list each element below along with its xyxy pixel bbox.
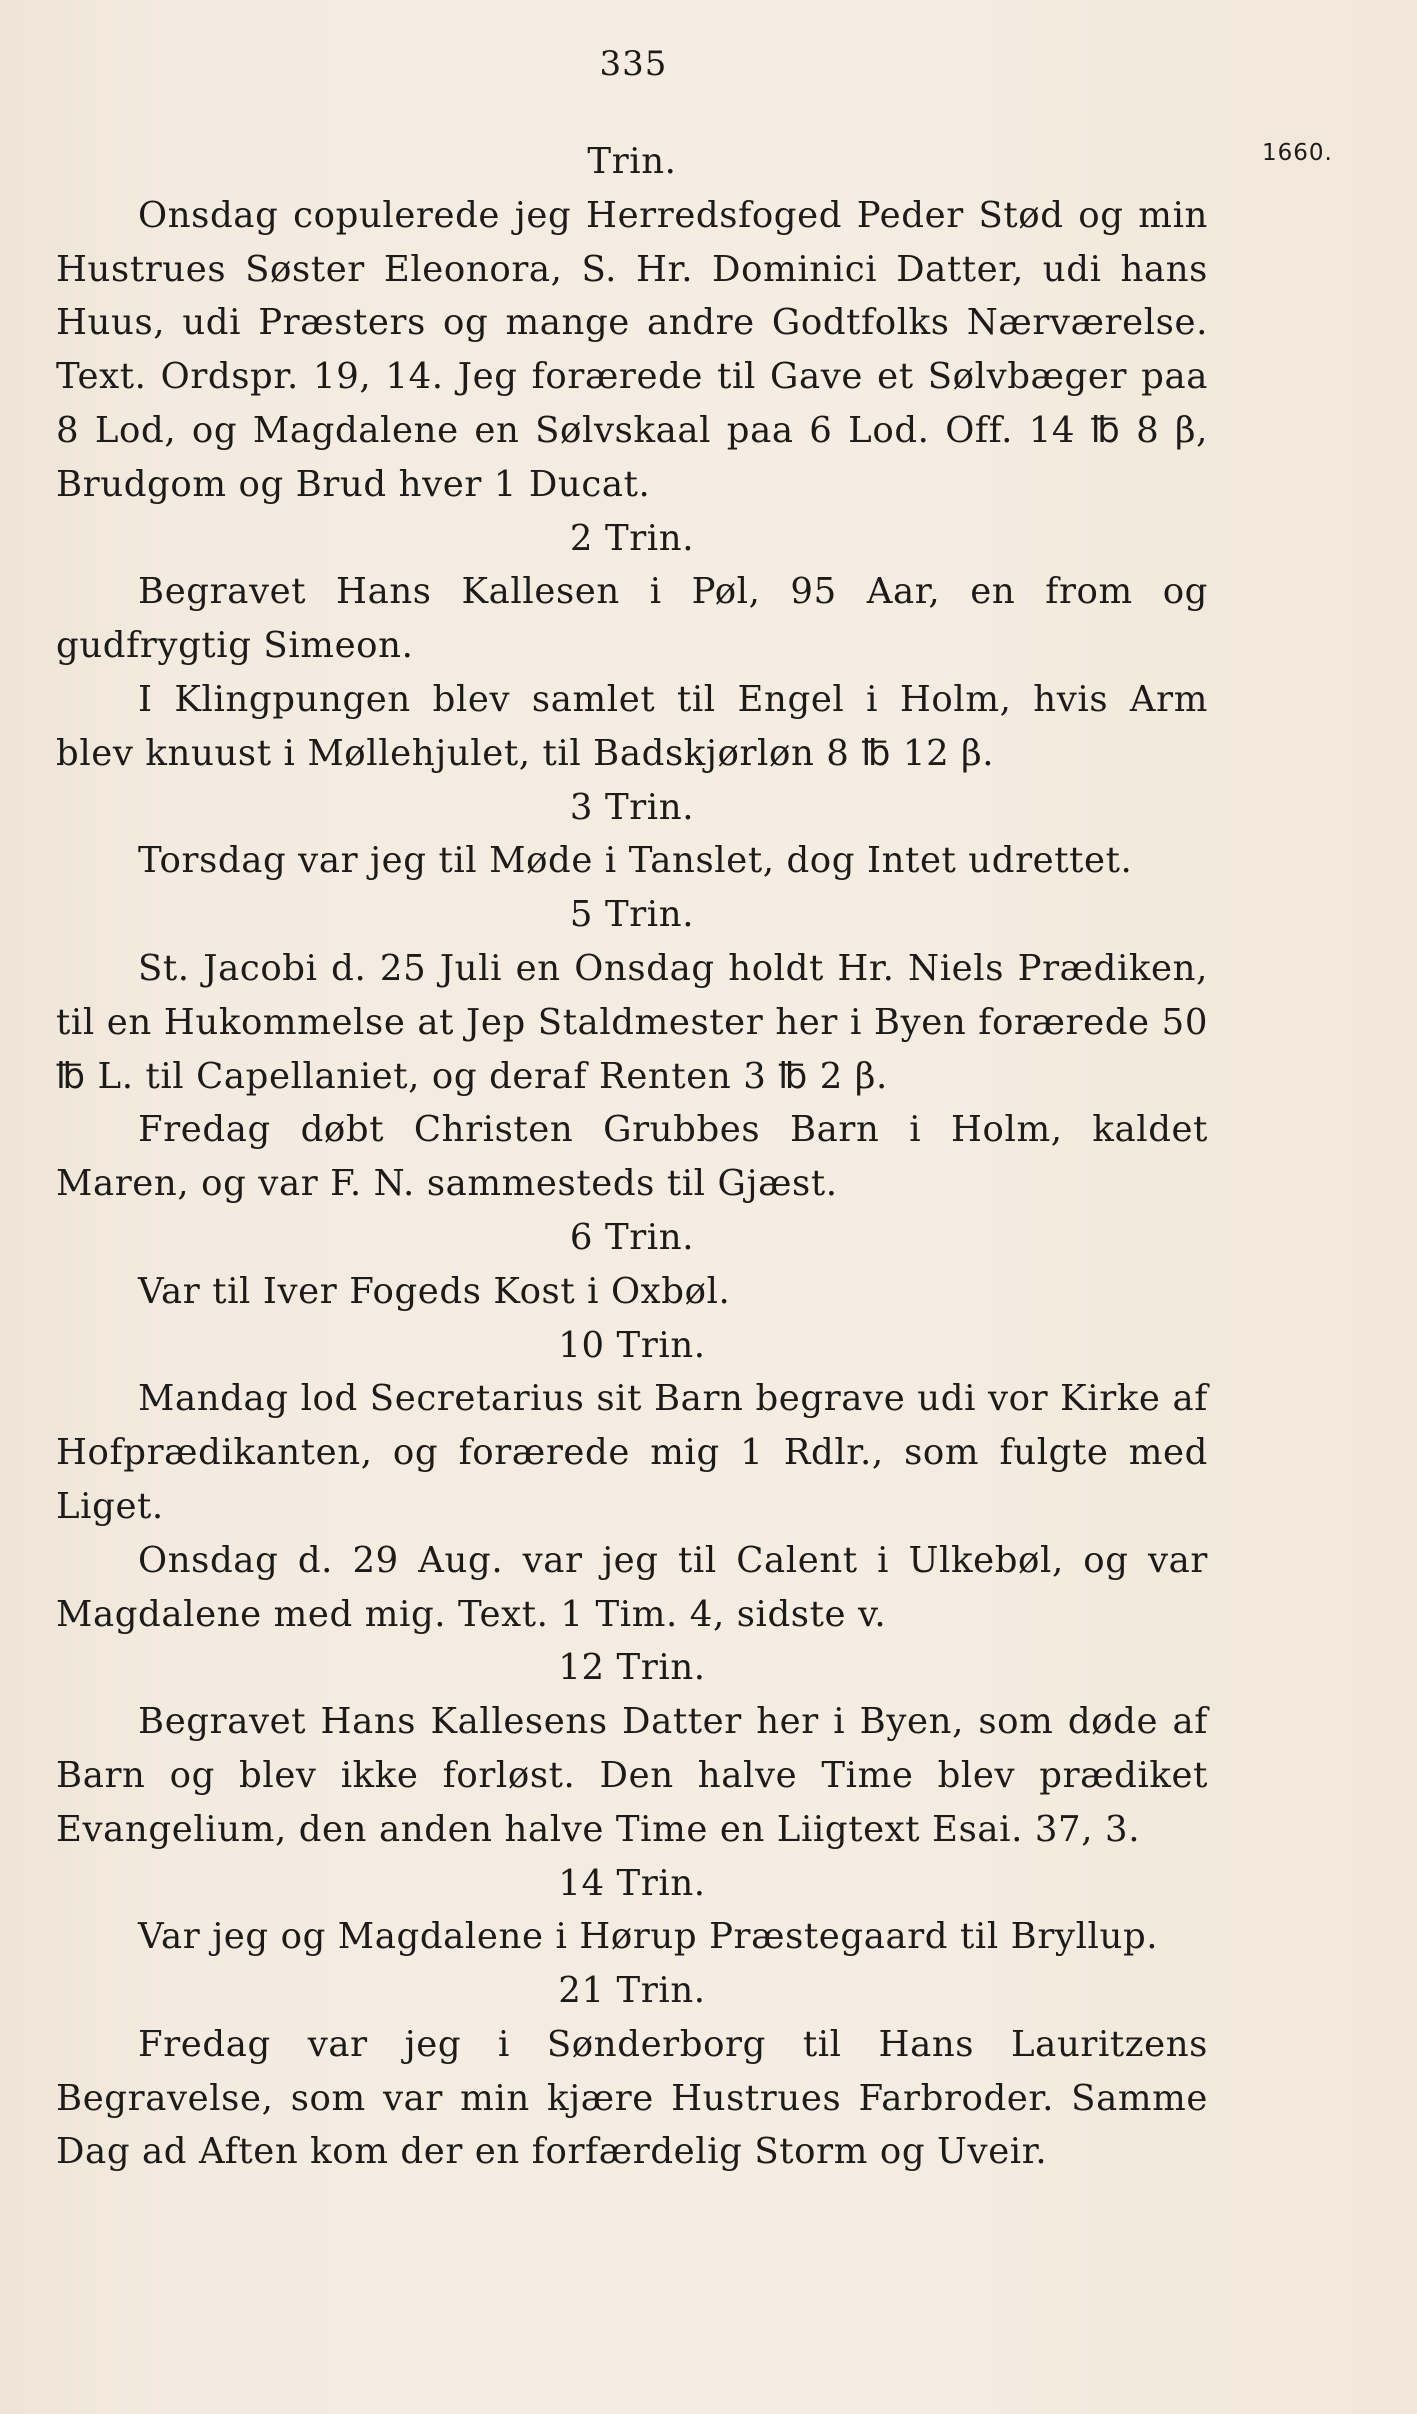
section-heading: 5 Trin.	[569, 894, 695, 936]
entry-paragraph: Begravet Hans Kallesens Datter her i Byen, som døde af Barn og blev ikke forløst. Den halve Time blev prædiket Evangelium, den anden halve Time en Liigtext Esai. 37, 3.	[56, 1701, 1208, 1850]
section-heading: 6 Trin.	[569, 1216, 695, 1258]
year-marker: 1660.	[1262, 140, 1333, 166]
entry-paragraph: Var til Iver Fogeds Kost i Oxbøl.	[138, 1270, 731, 1312]
entry-paragraph: I Klingpungen blev samlet til Engel i Holm, hvis Arm blev knuust i Møllehjulet, til Badskjørløn 8 ℔ 12 β.	[56, 678, 1208, 774]
entry-paragraph: Fredag døbt Christen Grubbes Barn i Holm, kaldet Maren, og var F. N. sammesteds til Gjæst.	[56, 1109, 1208, 1205]
entry-paragraph: Onsdag copulerede jeg Herredsfoged Peder Stød og min Hustrues Søster Eleonora, S. Hr. Dominici Datter, udi hans Huus, udi Præsters og mange andre Godtfolks Nærværelse. Text. Ordspr. 19, 14. Jeg forærede til Gave et Sølvbæger paa 8 Lod, og Magdalene en Sølvskaal paa 6 Lod. Off. 14 ℔ 8 β, Brudgom og Brud hver 1 Ducat.	[56, 194, 1208, 505]
body-text	[56, 135, 1208, 2179]
section-heading: 2 Trin.	[569, 517, 695, 559]
entry-paragraph: Fredag var jeg i Sønderborg til Hans Lauritzens Begravelse, som var min kjære Hustrues Farbroder. Samme Dag ad Aften kom der en forfærdelig Storm og Uveir.	[56, 2023, 1208, 2173]
section-heading: Trin.	[587, 141, 677, 182]
section-heading: 14 Trin.	[558, 1862, 706, 1904]
entry-paragraph: Onsdag d. 29 Aug. var jeg til Calent i Ulkebøl, og var Magdalene med mig. Text. 1 Tim. 4, sidste v.	[56, 1539, 1208, 1635]
entry-paragraph: Begravet Hans Kallesen i Pøl, 95 Aar, en from og gudfrygtig Simeon.	[56, 571, 1208, 667]
entry-paragraph: Mandag lod Secretarius sit Barn begrave udi vor Kirke af Hofprædikanten, og forærede mig 1 Rdlr., som fulgte med Liget.	[56, 1378, 1208, 1527]
entry-paragraph: Var jeg og Magdalene i Hørup Præstegaard til Bryllup.	[138, 1916, 1159, 1958]
section-heading: 21 Trin.	[558, 1970, 706, 2012]
entry-paragraph: St. Jacobi d. 25 Juli en Onsdag holdt Hr. Niels Prædiken, til en Hukommelse at Jep Staldmester her i Byen forærede 50 ℔ L. til Capellaniet, og deraf Renten 3 ℔ 2 β.	[56, 947, 1208, 1097]
section-heading: 10 Trin.	[558, 1324, 706, 1366]
section-heading: 12 Trin.	[558, 1647, 706, 1689]
section-heading: 3 Trin.	[569, 786, 695, 828]
page-number: 335	[599, 44, 668, 84]
entry-paragraph: Torsdag var jeg til Møde i Tanslet, dog Intet udrettet.	[138, 840, 1133, 882]
